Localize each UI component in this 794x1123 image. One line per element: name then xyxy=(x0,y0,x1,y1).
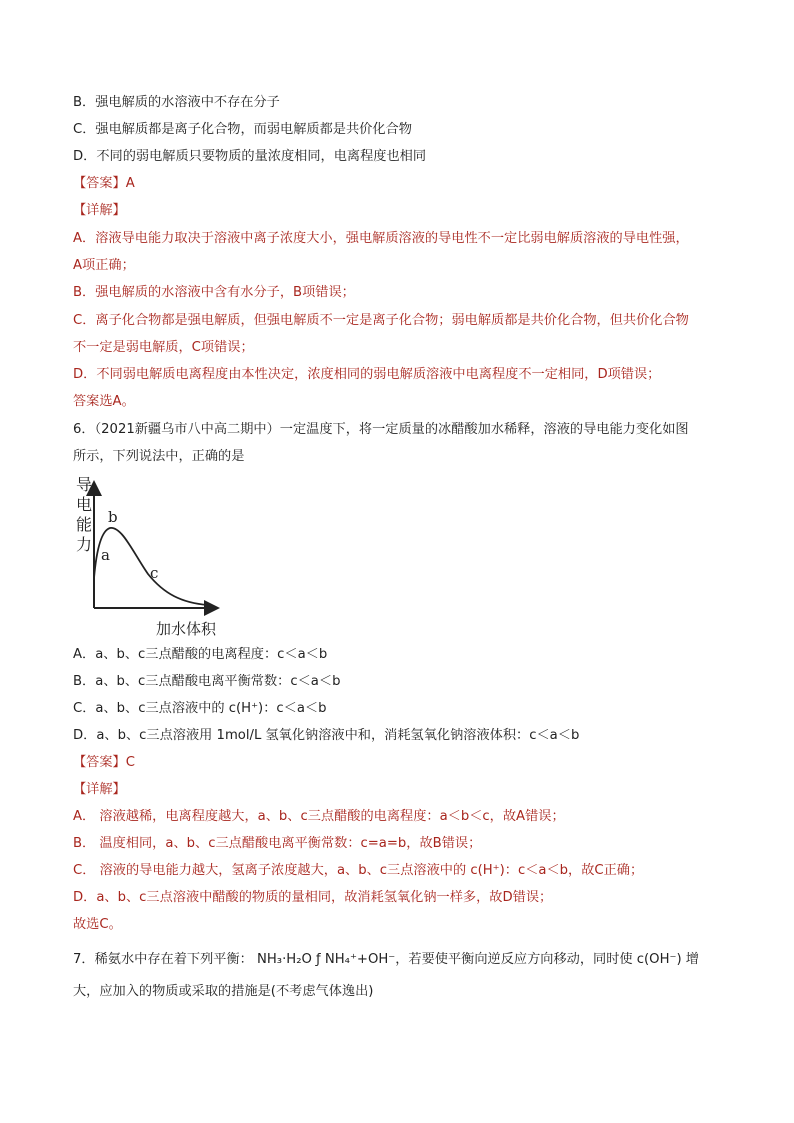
q6-explain-b: B． 温度相同，a、b、c三点醋酸电离平衡常数：c=a=b，故B错误； xyxy=(73,836,482,851)
q6-option-a: A．a、b、c三点醋酸的电离程度：c＜a＜b xyxy=(73,647,328,662)
graph-point-c-label: c xyxy=(150,564,159,582)
graph-ylabel-4: 力 xyxy=(76,535,93,554)
q5-answer: 【答案】A xyxy=(73,176,135,191)
graph-point-b-label: b xyxy=(108,508,118,526)
q5-option-d: D．不同的弱电解质只要物质的量浓度相同，电离程度也相同 xyxy=(73,149,427,164)
q5-detail-label: 【详解】 xyxy=(73,203,126,218)
q5-option-c: C．强电解质都是离子化合物，而弱电解质都是共价化合物 xyxy=(73,122,412,137)
q6-option-b: B．a、b、c三点醋酸电离平衡常数：c＜a＜b xyxy=(73,674,341,689)
q7-stem-line1: 7．稀氨水中存在着下列平衡： NH₃·H₂O ƒ NH₄⁺+OH⁻，若要使平衡向逆反应方向移动，同时使 c(OH⁻) 增 xyxy=(73,952,699,967)
q7-stem-line2: 大，应加入的物质或采取的措施是(不考虑气体逸出) xyxy=(73,984,374,999)
graph-xlabel: 加水体积 xyxy=(156,620,217,638)
graph-ylabel-1: 导 xyxy=(76,475,93,494)
q6-option-d: D．a、b、c三点溶液用 1mol/L 氢氧化钠溶液中和，消耗氢氧化钠溶液体积：c＜a＜b xyxy=(73,728,580,743)
q6-explain-a: A． 溶液越稀，电离程度越大，a、b、c三点醋酸的电离程度：a＜b＜c，故A错误； xyxy=(73,809,565,824)
graph-ylabel-2: 电 xyxy=(76,495,93,514)
q5-explain-c-line1: C．离子化合物都是强电解质，但强电解质不一定是离子化合物；弱电解质都是共价化合物，但共价化合物 xyxy=(73,313,689,328)
q6-stem-line1: 6．（2021新疆乌市八中高二期中）一定温度下，将一定质量的冰醋酸加水稀释，溶液的导电能力变化如图 xyxy=(73,422,689,437)
q5-explain-a-line1: A．溶液导电能力取决于溶液中离子浓度大小，强电解质溶液的导电性不一定比弱电解质溶液的导电性强， xyxy=(73,231,689,246)
q6-explain-d: D．a、b、c三点溶液中醋酸的物质的量相同，故消耗氢氧化钠一样多，故D错误； xyxy=(73,890,553,905)
q6-conclusion: 故选C。 xyxy=(73,917,122,932)
q5-explain-b: B．强电解质的水溶液中含有水分子，B项错误； xyxy=(73,285,355,300)
q5-explain-d: D．不同弱电解质电离程度由本性决定，浓度相同的弱电解质溶液中电离程度不一定相同，D项错误； xyxy=(73,367,661,382)
graph-ylabel-3: 能 xyxy=(76,515,93,534)
q6-detail-label: 【详解】 xyxy=(73,782,126,797)
q5-explain-a-line2: A项正确； xyxy=(73,258,135,273)
q6-option-c: C．a、b、c三点溶液中的 c(H⁺)：c＜a＜b xyxy=(73,701,327,716)
q6-stem-line2: 所示，下列说法中，正确的是 xyxy=(73,449,245,464)
q6-explain-c: C． 溶液的导电能力越大，氢离子浓度越大，a、b、c三点溶液中的 c(H⁺)：c＜a＜b，故C正确； xyxy=(73,863,644,878)
q6-answer: 【答案】C xyxy=(73,755,135,770)
q5-option-b: B．强电解质的水溶液中不存在分子 xyxy=(73,95,280,110)
q5-conclusion: 答案选A。 xyxy=(73,394,135,409)
conductivity-graph xyxy=(70,474,230,642)
q5-explain-c-line2: 不一定是弱电解质，C项错误； xyxy=(73,340,254,355)
graph-point-a-label: a xyxy=(101,546,110,564)
